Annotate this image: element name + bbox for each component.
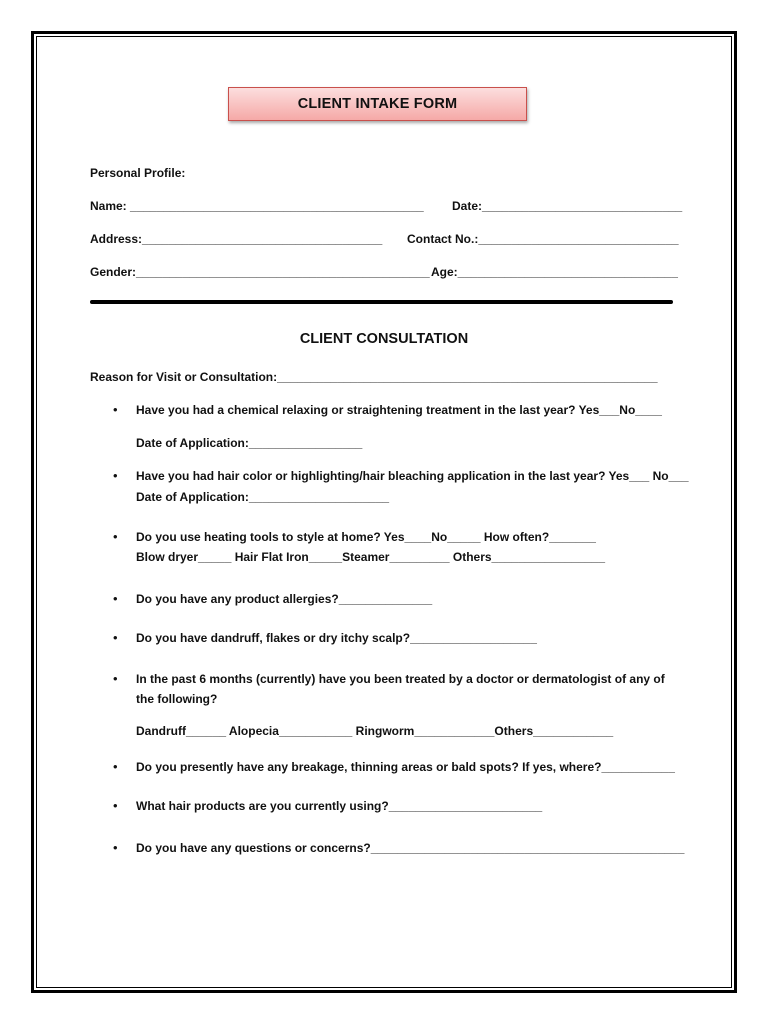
- bullet-icon: •: [113, 529, 118, 544]
- reason-for-visit-field[interactable]: Reason for Visit or Consultation:_________________________________________________________: [90, 370, 658, 384]
- personal-profile-label: Personal Profile:: [90, 166, 186, 180]
- question-hair-products[interactable]: What hair products are you currently using?_______________________: [136, 799, 543, 813]
- question-hair-color-date[interactable]: Date of Application:_____________________: [136, 490, 390, 504]
- question-dermatologist-options[interactable]: Dandruff______ Alopecia___________ Ringworm____________Others____________: [136, 724, 614, 738]
- question-dermatologist-cont: the following?: [136, 692, 218, 706]
- question-chemical-date[interactable]: Date of Application:_________________: [136, 436, 363, 450]
- question-chemical-treatment[interactable]: Have you had a chemical relaxing or straightening treatment in the last year? Yes___No____: [136, 403, 662, 417]
- address-field[interactable]: Address:____________________________________: [90, 232, 383, 246]
- bullet-icon: •: [113, 798, 118, 813]
- question-dandruff-scalp[interactable]: Do you have dandruff, flakes or dry itchy scalp?___________________: [136, 631, 537, 645]
- age-field[interactable]: Age:_________________________________: [431, 265, 678, 279]
- bullet-icon: •: [113, 630, 118, 645]
- section-divider: [90, 300, 673, 304]
- question-product-allergies[interactable]: Do you have any product allergies?______________: [136, 592, 433, 606]
- bullet-icon: •: [113, 840, 118, 855]
- bullet-icon: •: [113, 402, 118, 417]
- bullet-icon: •: [113, 759, 118, 774]
- question-concerns[interactable]: Do you have any questions or concerns?_______________________________________________: [136, 841, 685, 855]
- question-dermatologist: In the past 6 months (currently) have you been treated by a doctor or dermatologist of any of: [136, 672, 665, 686]
- bullet-icon: •: [113, 591, 118, 606]
- bullet-icon: •: [113, 468, 118, 483]
- question-heating-tools-types[interactable]: Blow dryer_____ Hair Flat Iron_____Steamer_________ Others_________________: [136, 550, 605, 564]
- question-breakage[interactable]: Do you presently have any breakage, thinning areas or bald spots? If yes, where?___________: [136, 760, 675, 774]
- consultation-title: CLIENT CONSULTATION: [299, 331, 469, 347]
- gender-field[interactable]: Gender:____________________________________________: [90, 265, 430, 279]
- date-field[interactable]: Date:______________________________: [452, 199, 683, 213]
- name-field[interactable]: Name: ____________________________________________: [90, 199, 424, 213]
- form-title: CLIENT INTAKE FORM: [228, 87, 527, 121]
- contact-number-field[interactable]: Contact No.:______________________________: [407, 232, 679, 246]
- question-hair-color[interactable]: Have you had hair color or highlighting/hair bleaching application in the last year? Yes___ No___: [136, 469, 689, 483]
- bullet-icon: •: [113, 671, 118, 686]
- question-heating-tools[interactable]: Do you use heating tools to style at home? Yes____No_____ How often?_______: [136, 530, 596, 544]
